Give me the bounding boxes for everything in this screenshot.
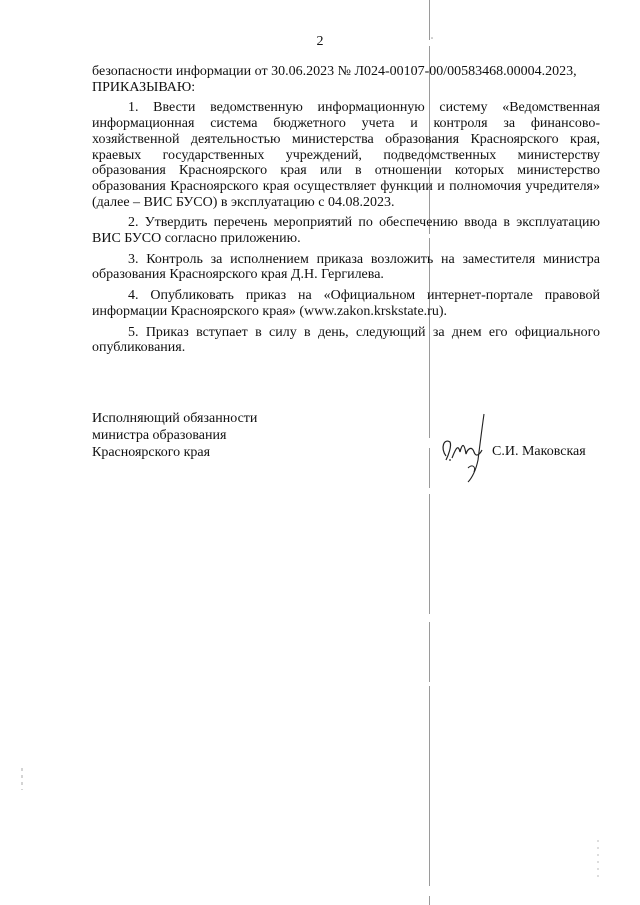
- position-line-2: министра образования: [92, 428, 227, 443]
- position-line-1: Исполняющий обязанности: [92, 411, 258, 426]
- paragraph-4: 4. Опубликовать приказ на «Официальном интернет-портале правовой информации Красноярского края» (www.zakon.krskstate.ru).: [92, 288, 600, 319]
- signer-name: С.И. Маковская: [492, 444, 586, 459]
- document-body: [92, 64, 600, 356]
- paragraph-5: 5. Приказ вступает в силу в день, следующий за днем его официального опубликования.: [92, 324, 600, 356]
- page-number: 2: [316, 34, 324, 49]
- signatory-position: [92, 410, 257, 461]
- handwritten-signature: [438, 408, 498, 484]
- paragraph-3: 3. Контроль за исполнением приказа возложить на заместителя министра образования Красноярского края Д.Н. Гергилева.: [92, 251, 600, 283]
- paragraph-2: 2. Утвердить перечень мероприятий по обеспечению ввода в эксплуатацию ВИС БУСО согласно приложению.: [92, 215, 600, 247]
- paragraph-1: 1. Ввести ведомственную информационную систему «Ведомственная информационная система бюджетного учета и контроля за финансово-хозяйственной деятельностью министерства образования Красноярского края, краевых государственных учреждений, подведомственных министерству образования Красноярского края или в отношении которых министерство образования Красноярского края осуществляет функции и полномочия учредителя» (далее – ВИС БУСО) в эксплуатацию с 04.08.2023.: [92, 100, 600, 210]
- continuation-line: безопасности информации от 30.06.2023 № Л024-00107-00/00583468.00004.2023,: [92, 64, 577, 79]
- order-heading: ПРИКАЗЫВАЮ:: [92, 79, 196, 95]
- position-line-3: Красноярского края: [92, 445, 211, 460]
